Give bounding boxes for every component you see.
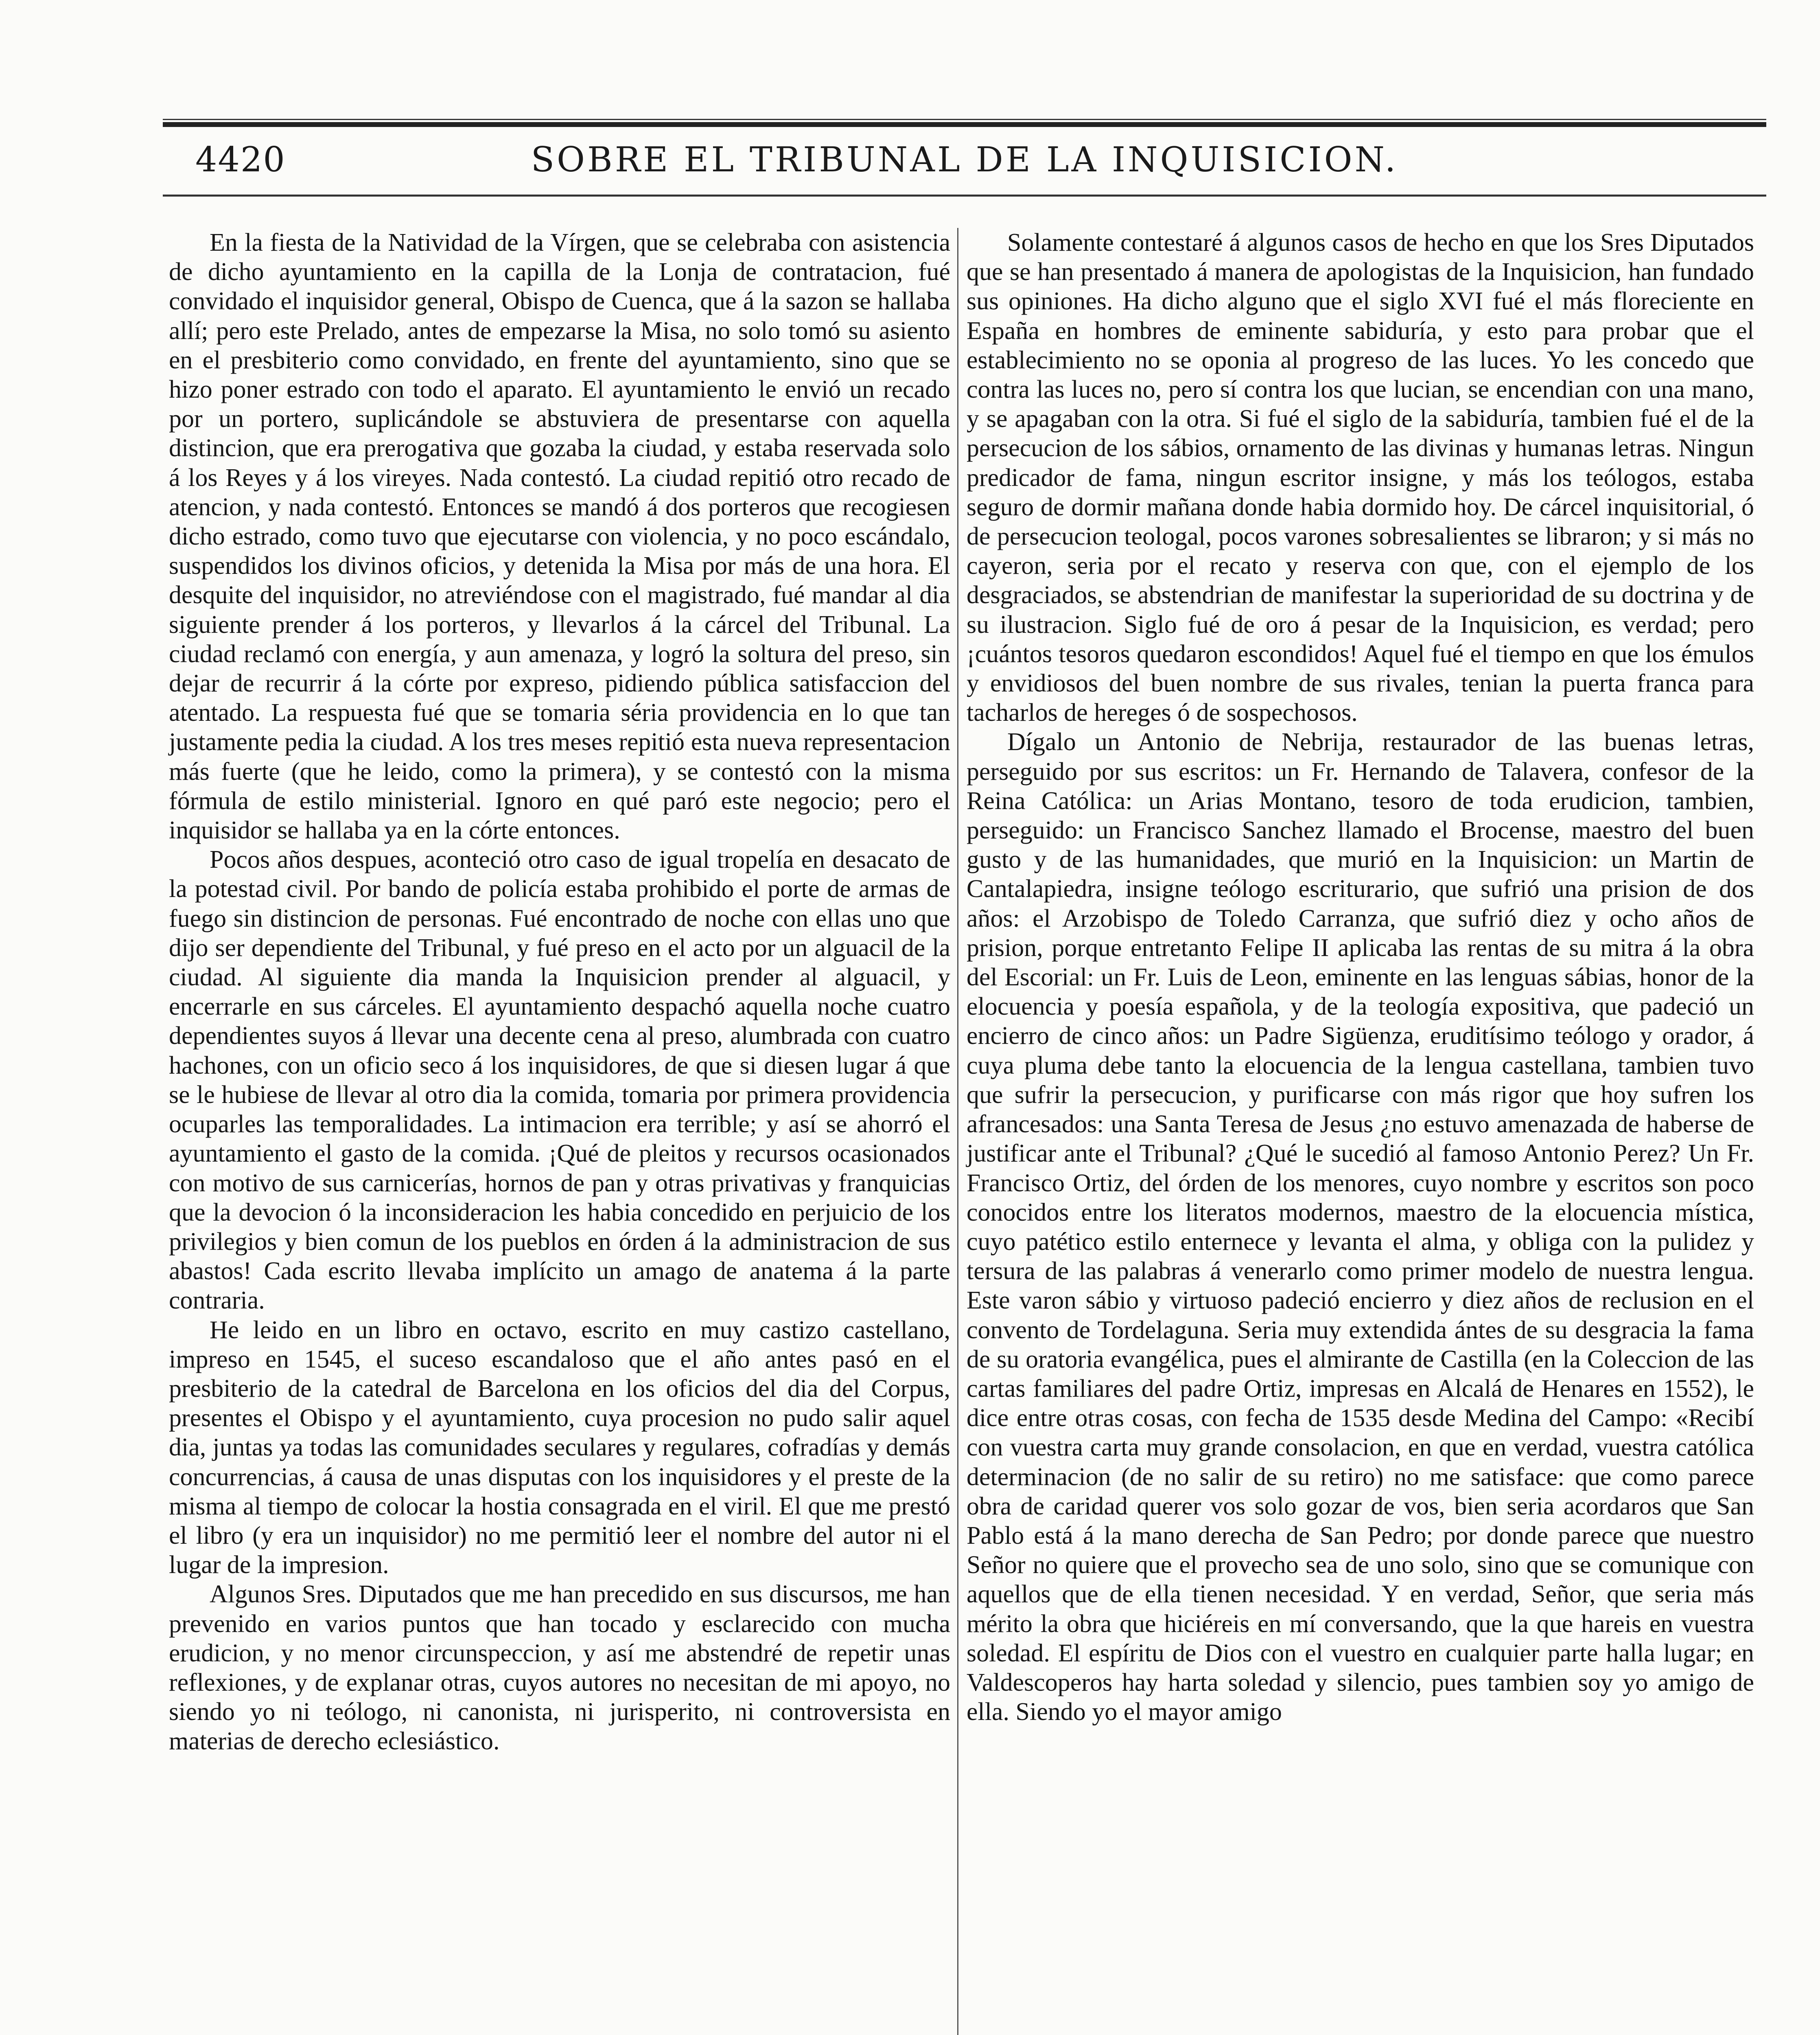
header-top-rule <box>163 122 1766 127</box>
right-paragraph-2: Dígalo un Antonio de Nebrija, restaurador de las buenas letras, perseguido por sus escritos: un Fr. Hernando de Talavera, confesor de la Reina Católica: un Arias Montano, tesoro de toda erudicion, tambien, perseguido: un Francisco Sanchez llamado el Brocense, maestro del buen gusto y de las humanidades, que murió en la Inquisicion: un Martin de Cantalapiedra, insigne teólogo escriturario, que sufrió una prision de dos años: el Arzobispo de Toledo Carranza, que sufrió diez y ocho años de prision, porque entretanto Felipe II aplicaba las rentas de su mitra á la obra del Escorial: un Fr. Luis de Leon, eminente en las lenguas sábias, honor de la elocuencia y poesía española, y de la teología expositiva, que padeció un encierro de cinco años: un Padre Sigüenza, eruditísimo teólogo y orador, á cuya pluma debe tanto la elocuencia de la lengua castellana, tambien tuvo que sufrir la persecucion, y purificarse con más rigor que hoy sufren los afrancesados: una Santa Teresa de Jesus ¿no estuvo amenazada de haberse de justificar ante el Tribunal? ¿Qué le sucedió al famoso Antonio Perez? Un Fr. Francisco Ortiz, del órden de los menores, cuyo nombre y escritos son poco conocidos entre los literatos modernos, maestro de la elocuencia mística, cuyo patético estilo enternece y levanta el alma, y obliga con la pulidez y tersura de las palabras á venerarlo como primer modelo de nuestra lengua. Este varon sábio y virtuoso padeció encierro y diez años de reclusion en el convento de Tordelaguna. Seria muy extendida ántes de su desgracia la fama de su oratoria evangélica, pues el almirante de Castilla (en la Coleccion de las cartas familiares del padre Ortiz, impresas en Alcalá de Henares en 1552), le dice entre otras cosas, con fecha de 1535 desde Medina del Campo: «Recibí con vuestra carta muy grande consolacion, en que en verdad, vuestra católica determinacion (de no salir de su retiro) no me satisface: que como parece obra de caridad querer vos solo gozar de vos, bien seria acordaros que San Pablo está á la mano derecha de San Pedro; por donde parece que nuestro Señor no quiere que el provecho sea de uno solo, sino que se comunique con aquellos que de ella tienen necesidad. Y en verdad, Señor, que seria más mérito la obra que hiciéreis en mí conversando, que la que hareis en vuestra soledad. El espíritu de Dios con el vuestro en cualquier parte halla lugar; en Valdescoperos hay harta soledad y silencio, pues tambien soy yo amigo de ella. Siendo yo el mayor amigo <box>967 728 1754 1726</box>
page-header <box>163 136 1766 189</box>
header-top-thin-rule <box>163 119 1766 120</box>
left-paragraph-3: He leido en un libro en octavo, escrito en muy castizo castellano, impreso en 1545, el suceso escandaloso que el año antes pasó en el presbiterio de la catedral de Barcelona en los oficios del dia del Corpus, presentes el Obispo y el ayuntamiento, cuya procesion no pudo salir aquel dia, juntas ya todas las comunidades seculares y regulares, cofradías y demás concurrencias, á causa de unas disputas con los inquisidores y el preste de la misma al tiempo de colocar la hostia consagrada en el viril. El que me prestó el libro (y era un inquisidor) no me permitió leer el nombre del autor ni el lugar de la impresion. <box>169 1316 950 1579</box>
running-title: SOBRE EL TRIBUNAL DE LA INQUISICION. <box>531 140 1398 179</box>
page-number: 4420 <box>195 140 286 179</box>
right-column <box>967 228 1754 1726</box>
column-divider <box>957 228 958 2035</box>
left-paragraph-2: Pocos años despues, aconteció otro caso de igual tropelía en desacato de la potestad civil. Por bando de policía estaba prohibido el porte de armas de fuego sin distincion de personas. Fué encontrado de noche con ellas uno que dijo ser dependiente del Tribunal, y fué preso en el acto por un alguacil de la ciudad. Al siguiente dia manda la Inquisicion prender al alguacil, y encerrarle en sus cárceles. El ayuntamiento despachó aquella noche cuatro dependientes suyos á llevar una decente cena al preso, alumbrada con cuatro hachones, con un oficio seco á los inquisidores, de que si diesen lugar á que se le hubiese de llevar al otro dia la comida, tomaria por primera providencia ocuparles las temporalidades. La intimacion era terrible; y así se ahorró el ayuntamiento el gasto de la comida. ¡Qué de pleitos y recursos ocasionados con motivo de sus carnicerías, hornos de pan y otras privativas y franquicias que la devocion ó la inconsideracion les habia concedido en perjuicio de los privilegios y bien comun de los pueblos en órden á la administracion de sus abastos! Cada escrito llevaba implícito un amago de anatema á la parte contraria. <box>169 846 950 1315</box>
left-paragraph-1: En la fiesta de la Natividad de la Vírgen, que se celebraba con asistencia de dicho ayuntamiento en la capilla de la Lonja de contratacion, fué convidado el inquisidor general, Obispo de Cuenca, que á la sazon se hallaba allí; pero este Prelado, antes de empezarse la Misa, no solo tomó su asiento en el presbiterio como convidado, en frente del ayuntamiento, sino que se hizo poner estrado con todo el aparato. El ayuntamiento le envió un recado por un portero, suplicándole se abstuviera de presentarse con aquella distincion, que era prerogativa que gozaba la ciudad, y estaba reservada solo á los Reyes y á los vireyes. Nada contestó. La ciudad repitió otro recado de atencion, y nada contestó. Entonces se mandó á dos porteros que recogiesen dicho estrado, como tuvo que ejecutarse con violencia, y no poco escándalo, suspendidos los divinos oficios, y detenida la Misa por más de una hora. El desquite del inquisidor, no atreviéndose con el magistrado, fué mandar al dia siguiente prender á los porteros, y llevarlos á la cárcel del Tribunal. La ciudad reclamó con energía, y aun amenaza, y logró la soltura del preso, sin dejar de recurrir á la córte por expreso, pidiendo pública satisfaccion del atentado. La respuesta fué que se tomaria séria providencia en lo que tan justamente pedia la ciudad. A los tres meses repitió esta nueva representacion más fuerte (que he leido, como la primera), y se contestó con la misma fórmula de estilo ministerial. Ignoro en qué paró este negocio; pero el inquisidor se hallaba ya en la córte entonces. <box>169 229 950 845</box>
left-column <box>169 228 950 1756</box>
right-paragraph-1: Solamente contestaré á algunos casos de hecho en que los Sres Diputados que se han presentado á manera de apologistas de la Inquisicion, han fundado sus opiniones. Ha dicho alguno que el siglo XVI fué el más floreciente en España en hombres de eminente sabiduría, y esto para probar que el establecimiento no se oponia al progreso de las luces. Yo les concedo que contra las luces no, pero sí contra los que lucian, se encendian con una mano, y se apagaban con la otra. Si fué el siglo de la sabiduría, tambien fué el de la persecucion de los sábios, ornamento de las divinas y humanas letras. Ningun predicador de fama, ningun escritor insigne, y más los teólogos, estaba seguro de dormir mañana donde habia dormido hoy. De cárcel inquisitorial, ó de persecucion teologal, pocos varones sobresalientes se libraron; y si más no cayeron, seria por el recato y reserva con que, con el ejemplo de los desgraciados, se abstendrian de manifestar la superioridad de su doctrina y de su ilustracion. Siglo fué de oro á pesar de la Inquisicion, es verdad; pero ¡cuántos tesoros quedaron escondidos! Aquel fué el tiempo en que los émulos y envidiosos del buen nombre de sus rivales, tenian la puerta franca para tacharlos de hereges ó de sospechosos. <box>967 229 1754 727</box>
left-paragraph-4: Algunos Sres. Diputados que me han precedido en sus discursos, me han prevenido en varios puntos que han tocado y esclarecido con mucha erudicion, y no menor circunspeccion, y así me abstendré de repetir unas reflexiones, y de explanar otras, cuyos autores no necesitan de mi apoyo, no siendo yo ni teólogo, ni canonista, ni jurisperito, ni controversista en materias de derecho eclesiástico. <box>169 1580 950 1755</box>
header-bottom-rule <box>163 195 1766 197</box>
